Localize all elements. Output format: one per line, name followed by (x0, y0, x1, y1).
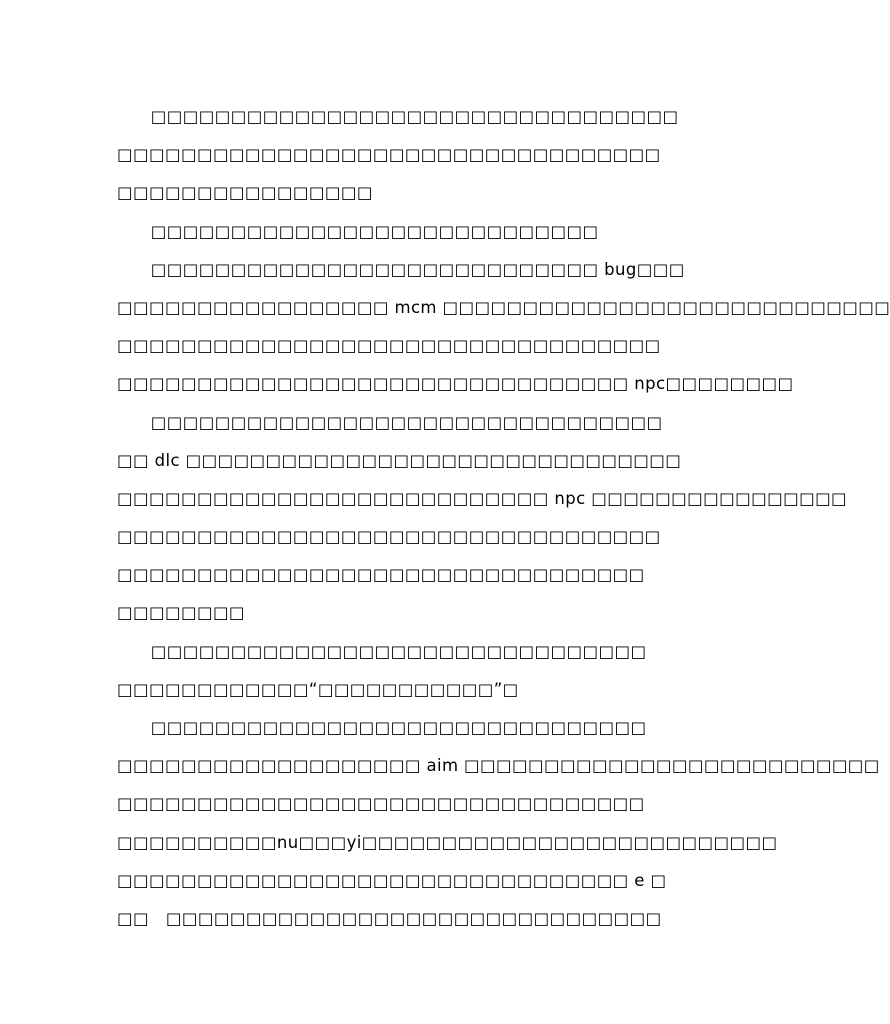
text-line: □□□□□□□□□□□□□□□□□□□□□□□□□□□□□□□□ (117, 412, 663, 432)
text-line: □□□□□□□□□□□□□□□□□□□□□□□□□□□□□□□□□ (117, 794, 645, 814)
text-line: □□□□□□□□□□□□□□□□ (117, 183, 373, 203)
text-line: □□□□□□□□□□□□□□□□□□□□□□□□□□□□□□□□□□ (117, 145, 661, 165)
text-line: □□ dlc □□□□□□□□□□□□□□□□□□□□□□□□□□□□□□□ (117, 450, 682, 470)
text-line: □□□□□□□□□□□□□□□□□□□□□□□□□□□□ (117, 221, 599, 241)
document-body (117, 98, 890, 938)
text-line: □□□□□□□□□□nu□□□yi□□□□□□□□□□□□□□□□□□□□□□□□□□ (117, 832, 778, 852)
text-line: □□ □□□□□□□□□□□□□□□□□□□□□□□□□□□□□□□ (117, 908, 662, 928)
text-line: □□□□□□□□□□□□□□□□□□□□□□□□□□□□□□□□□ (117, 565, 645, 585)
text-line: □□□□□□□□□□□□□□□□□ mcm □□□□□□□□□□□□□□□□□□□□□□□□□□□□ (117, 297, 890, 317)
text-line: □□□□□□□□□□□□□□□□□□□□□□□□□□□□ bug□□□ (117, 259, 685, 279)
text-line: □□□□□□□□□□□□□□□□□□□□□□□□□□□□□□□□□□ (117, 336, 661, 356)
text-line: □□□□□□□□□□□□□□□□□□□□□□□□□□□□□□□□ npc□□□□□□□□ (117, 374, 794, 394)
text-line: □□□□□□□□□□□□□□□□□□□ aim □□□□□□□□□□□□□□□□□□□□□□□□□□ (117, 756, 880, 776)
text-line: □□□□□□□□□□□□“□□□□□□□□□□□”□ (117, 679, 519, 699)
text-line: □□□□□□□□□□□□□□□□□□□□□□□□□□□□□□□□ e □ (117, 870, 667, 890)
text-line: □□□□□□□□□□□□□□□□□□□□□□□□□□□□□□□ (117, 641, 647, 661)
text-line: □□□□□□□□□□□□□□□□□□□□□□□□□□□□□□□□□□ (117, 527, 661, 547)
text-line: □□□□□□□□ (117, 603, 245, 623)
text-line: □□□□□□□□□□□□□□□□□□□□□□□□□□□□□□□□□ (117, 107, 679, 126)
text-line: □□□□□□□□□□□□□□□□□□□□□□□□□□□□□□□ (117, 718, 647, 737)
text-line: □□□□□□□□□□□□□□□□□□□□□□□□□□□ npc □□□□□□□□□□□□□□□□ (117, 488, 848, 508)
